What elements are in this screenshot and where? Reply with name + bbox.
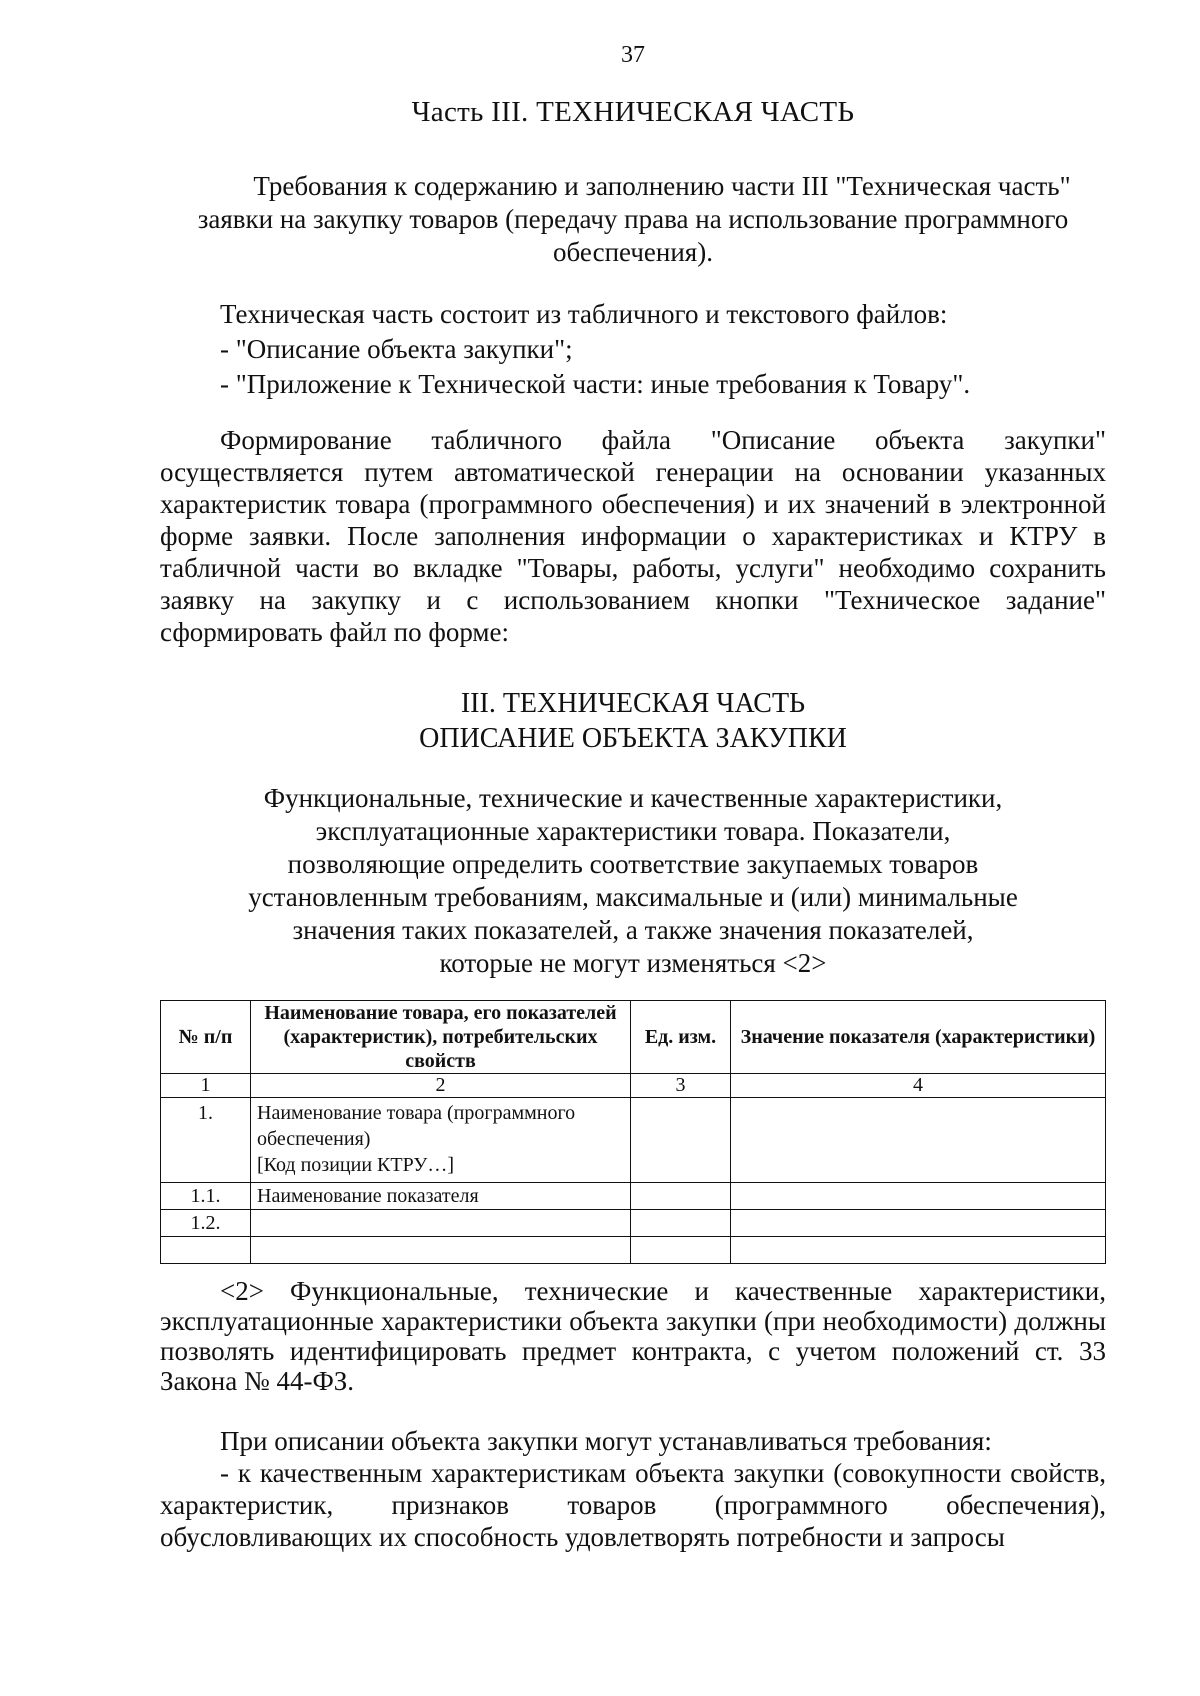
index-cell: 1 bbox=[161, 1074, 251, 1098]
row-num bbox=[161, 1237, 251, 1264]
formation-paragraph: Формирование табличного файла "Описание объекта закупки" осуществляется путем автоматической генерации на основании указанных характеристик товара (программного обеспечения) и их значений в электронной форме заявки. После заполнения информации о характеристиках и КТРУ в табличной части во вкладке "Товары, работы, услуги" необходимо сохранить заявку на закупку и с использованием кнопки "Техническое задание" сформировать файл по форме: bbox=[160, 425, 1106, 647]
row-unit bbox=[631, 1210, 731, 1237]
functional-caption bbox=[160, 782, 1106, 980]
index-cell: 3 bbox=[631, 1074, 731, 1098]
specification-table bbox=[160, 1000, 1106, 1264]
when-describing-intro: При описании объекта закупки могут устанавливаться требования: bbox=[220, 1426, 992, 1456]
table-index-row bbox=[161, 1074, 1106, 1098]
part-title: Часть III. ТЕХНИЧЕСКАЯ ЧАСТЬ bbox=[411, 96, 855, 128]
row-num: 1.2. bbox=[161, 1210, 251, 1237]
when-describing-section bbox=[160, 1425, 1106, 1553]
row-unit bbox=[631, 1098, 731, 1183]
row-name bbox=[251, 1210, 631, 1237]
row-unit bbox=[631, 1183, 731, 1210]
table-header-row bbox=[161, 1001, 1106, 1074]
row-name bbox=[251, 1098, 631, 1183]
requirements-line: обеспечения). bbox=[553, 237, 713, 267]
header-value: Значение показателя (характеристики) bbox=[731, 1001, 1106, 1074]
row-value bbox=[731, 1183, 1106, 1210]
functional-caption-line: значения таких показателей, а также значения показателей, bbox=[292, 915, 974, 945]
header-num: № п/п bbox=[161, 1001, 251, 1074]
when-describing-body: - к качественным характеристикам объекта закупки (совокупности свойств, характеристик, признаков товаров (программного обеспечения), обусловливающих их способность удовлетворять потребности и запросы bbox=[160, 1458, 1106, 1552]
functional-caption-line: установленным требованиям, максимальные и (или) минимальные bbox=[248, 882, 1018, 912]
table-row bbox=[161, 1183, 1106, 1210]
section-heading-line: ОПИСАНИЕ ОБЪЕКТА ЗАКУПКИ bbox=[419, 723, 847, 754]
footnote: <2> Функциональные, технические и качественные характеристики, эксплуатационные характеристики объекта закупки (при необходимости) должны позволять идентифицировать предмет контракта, с учетом положений ст. 33 Закона № 44-ФЗ. bbox=[160, 1276, 1106, 1396]
requirements-line: заявки на закупку товаров (передачу права на использование программного bbox=[197, 204, 1069, 234]
row-value bbox=[731, 1237, 1106, 1264]
header-unit: Ед. изм. bbox=[631, 1001, 731, 1074]
row-num: 1. bbox=[161, 1098, 251, 1183]
functional-caption-line: эксплуатационные характеристики товара. Показатели, bbox=[315, 816, 951, 846]
row-name-line: [Код позиции КТРУ…] bbox=[257, 1154, 455, 1176]
index-cell: 4 bbox=[731, 1074, 1106, 1098]
row-name-line: Наименование товара (программного bbox=[257, 1102, 576, 1124]
tech-part-composition bbox=[220, 297, 1106, 402]
functional-caption-line: Функциональные, технические и качественные характеристики, bbox=[263, 783, 1003, 813]
requirements-heading bbox=[160, 170, 1106, 269]
row-num: 1.1. bbox=[161, 1183, 251, 1210]
table-row bbox=[161, 1210, 1106, 1237]
tech-part-item: - "Приложение к Технической части: иные требования к Товару". bbox=[220, 369, 971, 399]
section-heading-line: III. ТЕХНИЧЕСКАЯ ЧАСТЬ bbox=[460, 688, 806, 719]
requirements-line: Требования к содержанию и заполнению части III "Техническая часть" bbox=[253, 171, 1071, 201]
functional-caption-line: которые не могут изменяться <2> bbox=[439, 948, 827, 978]
row-name bbox=[251, 1237, 631, 1264]
functional-caption-line: позволяющие определить соответствие закупаемых товаров bbox=[287, 849, 979, 879]
section-heading bbox=[160, 686, 1106, 756]
row-unit bbox=[631, 1237, 731, 1264]
header-name: Наименование товара, его показателей (характеристик), потребительских свойств bbox=[251, 1001, 631, 1074]
tech-part-intro: Техническая часть состоит из табличного и текстового файлов: bbox=[220, 299, 948, 329]
table-row bbox=[161, 1098, 1106, 1183]
page-number: 37 bbox=[621, 42, 645, 68]
row-name-line: обеспечения) bbox=[257, 1128, 371, 1150]
tech-part-item: - "Описание объекта закупки"; bbox=[220, 334, 573, 364]
row-name: Наименование показателя bbox=[251, 1183, 631, 1210]
row-value bbox=[731, 1098, 1106, 1183]
index-cell: 2 bbox=[251, 1074, 631, 1098]
table-row bbox=[161, 1237, 1106, 1264]
row-value bbox=[731, 1210, 1106, 1237]
